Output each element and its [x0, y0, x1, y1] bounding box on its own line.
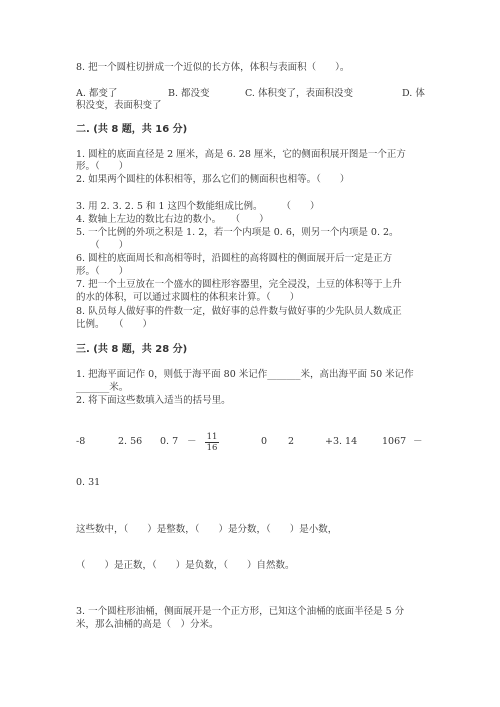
s3-q1-line-2: _______米。: [76, 382, 129, 393]
number-item: 0: [261, 436, 268, 447]
s3-q3-line-2: 米，那么油桶的高是（ ）分米。: [76, 619, 219, 630]
s2-line-12: 8. 队员每人做好事的件数一定，做好事的总件数与做好事的少先队员人数成正: [76, 306, 402, 317]
s2-line-4: 3. 用 2. 3. 2. 5 和 1 这四个数能组成比例。 （ ）: [76, 201, 320, 212]
number-item: －: [413, 436, 423, 447]
fraction-bar: 16: [206, 443, 218, 453]
section-2-title: 二. (共 8 题，共 16 分): [76, 124, 188, 135]
option-c: C. 体积变了，表面积没变: [245, 88, 353, 99]
s2-line-13: 比例。 （ ）: [76, 319, 153, 330]
number-item: 0. 7: [160, 436, 179, 447]
option-b: B. 都没变: [168, 88, 210, 99]
option-d-continued: 积没变，表面积变了: [76, 100, 162, 111]
s2-line-2: 形。（ ）: [76, 161, 129, 172]
option-d: D. 体: [402, 88, 425, 99]
number-item: -8: [76, 436, 86, 447]
s3-q3-line-1: 3. 一个圆柱形油桶，侧面展开是一个正方形，已知这个油桶的底面半径是 5 分: [76, 606, 405, 617]
fraction: [204, 432, 220, 453]
s2-line-8: 6. 圆柱的底面周长和高相等时，沿圆柱的高将圆柱的侧面展开后一定是正方: [76, 253, 393, 264]
fill-line-2: （ ）是正数，（ ）是负数，（ ）自然数。: [76, 560, 295, 571]
number-item: 2: [288, 436, 295, 447]
number-item: +3. 14: [325, 436, 358, 447]
s2-line-6: 5. 一个比例的外项之积是 1. 2，若一个内项是 0. 6，则另一个内项是 0. 2。: [76, 227, 399, 238]
s2-line-5: 4. 数轴上左边的数比右边的数小。 （ ）: [76, 214, 269, 225]
s2-line-10: 7. 把一个土豆放在一个盛水的圆柱形容器里，完全浸没，土豆的体积等于上升: [76, 279, 402, 290]
number-item: 1067: [382, 436, 407, 447]
fraction-numerator: 11: [206, 432, 218, 442]
number-item-wrapped: 0. 31: [76, 477, 101, 488]
fill-line-1: 这些数中，（ ）是整数，（ ）是分数，（ ）是小数，: [76, 524, 338, 535]
s2-line-11: 的水的体积，可以通过求圆柱的体积来计算。（ ）: [76, 292, 300, 303]
number-item: 2. 56: [118, 436, 143, 447]
s2-line-1: 1. 圆柱的底面直径是 2 厘米，高是 6. 28 厘米，它的侧面积展开图是一个正方: [76, 149, 406, 160]
s3-q1-line-1: 1. 把海平面记作 0，则低于海平面 80 米记作_______米，高出海平面 50 米记作: [76, 369, 414, 380]
question-8-stem: 8. 把一个圆柱切拼成一个近似的长方体，体积与表面积（ ）。: [76, 62, 350, 73]
section-3-title: 三. (共 8 题，共 28 分): [76, 344, 188, 355]
option-a: A. 都变了: [76, 88, 118, 99]
s3-q2: 2. 将下面这些数填入适当的括号里。: [76, 395, 231, 406]
s2-line-9: 形。（ ）: [76, 266, 129, 277]
s2-line-7: （ ）: [76, 240, 129, 251]
s2-line-3: 2. 如果两个圆柱的体积相等，那么它们的侧面积也相等。（ ）: [76, 174, 350, 185]
number-item: －: [187, 436, 197, 447]
